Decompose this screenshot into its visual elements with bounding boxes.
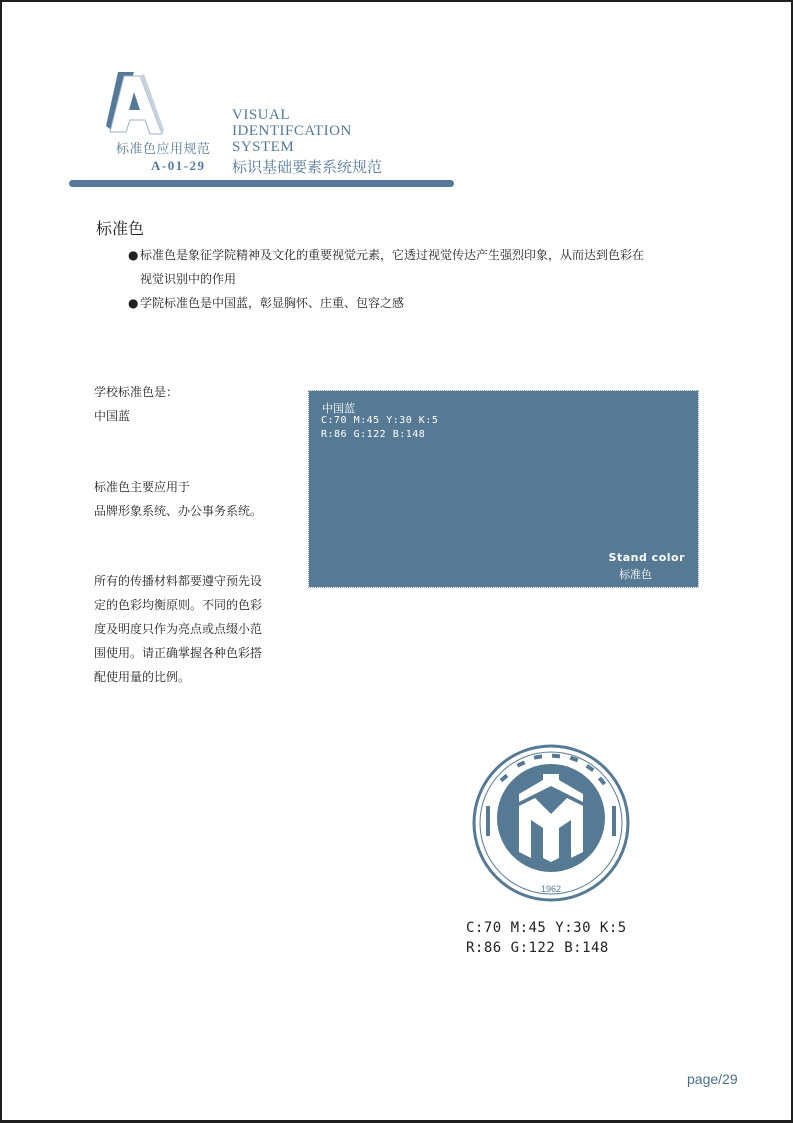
letter-a-logo-icon [104,70,166,136]
emblem-year: 1962 [540,884,562,894]
rules-line: 所有的传播材料都要遵守预先设 [94,574,263,588]
english-title-line: IDENTIFCATION [232,123,352,139]
bullet-item [128,291,688,315]
bullet-item [128,243,688,267]
bullet-text: 标准色是象征学院精神及文化的重要视觉元素，它透过视觉传达产生强烈印象，从而达到色彩在 [140,248,645,262]
college-emblem-icon [472,744,630,902]
swatch-rgb: R:86 G:122 B:148 [321,429,426,440]
bullet-list [128,243,688,315]
emblem-rgb: R:86 G:122 B:148 [466,940,609,956]
chinese-title: 标识基础要素系统规范 [232,158,383,176]
subtitle: 标准色应用规范 [116,142,211,157]
usage-line: 标准色主要应用于 [94,480,191,494]
standard-color-name: 中国蓝 [94,409,131,423]
bullet-text-continued: 视觉识别中的作用 [140,272,237,286]
swatch-color-name: 中国蓝 [322,402,355,415]
rules-line: 配使用量的比例。 [94,670,191,684]
english-title-line: VISUAL [232,107,290,123]
standard-color-block [94,380,178,428]
english-title-line: SYSTEM [232,139,295,155]
swatch-cmyk: C:70 M:45 Y:30 K:5 [321,415,439,426]
rules-line: 度及明度只作为亮点或点缀小范 [94,622,263,636]
document-code: A-01-29 [151,158,206,173]
standard-color-label: 学校标准色是： [94,385,179,399]
color-swatch [309,391,698,587]
emblem-cmyk: C:70 M:45 Y:30 K:5 [466,920,627,936]
usage-line: 品牌形象系统、办公事务系统。 [94,504,263,518]
page-number: page/29 [687,1071,738,1087]
rules-line: 定的色彩均衡原则。不同的色彩 [94,598,263,612]
section-title: 标准色 [96,219,145,238]
bullet-icon: ● [128,296,139,310]
rules-block [94,569,262,689]
header-divider [69,180,454,187]
english-title [232,107,352,155]
swatch-label-en: Stand color [608,551,685,564]
emblem-color-codes [466,918,627,958]
usage-block [94,475,262,523]
bullet-text: 学院标准色是中国蓝，彰显胸怀、庄重、包容之感 [140,296,405,310]
bullet-icon: ● [128,248,139,262]
rules-line: 围使用。请正确掌握各种色彩搭 [94,646,263,660]
swatch-label-cn: 标准色 [619,568,652,581]
